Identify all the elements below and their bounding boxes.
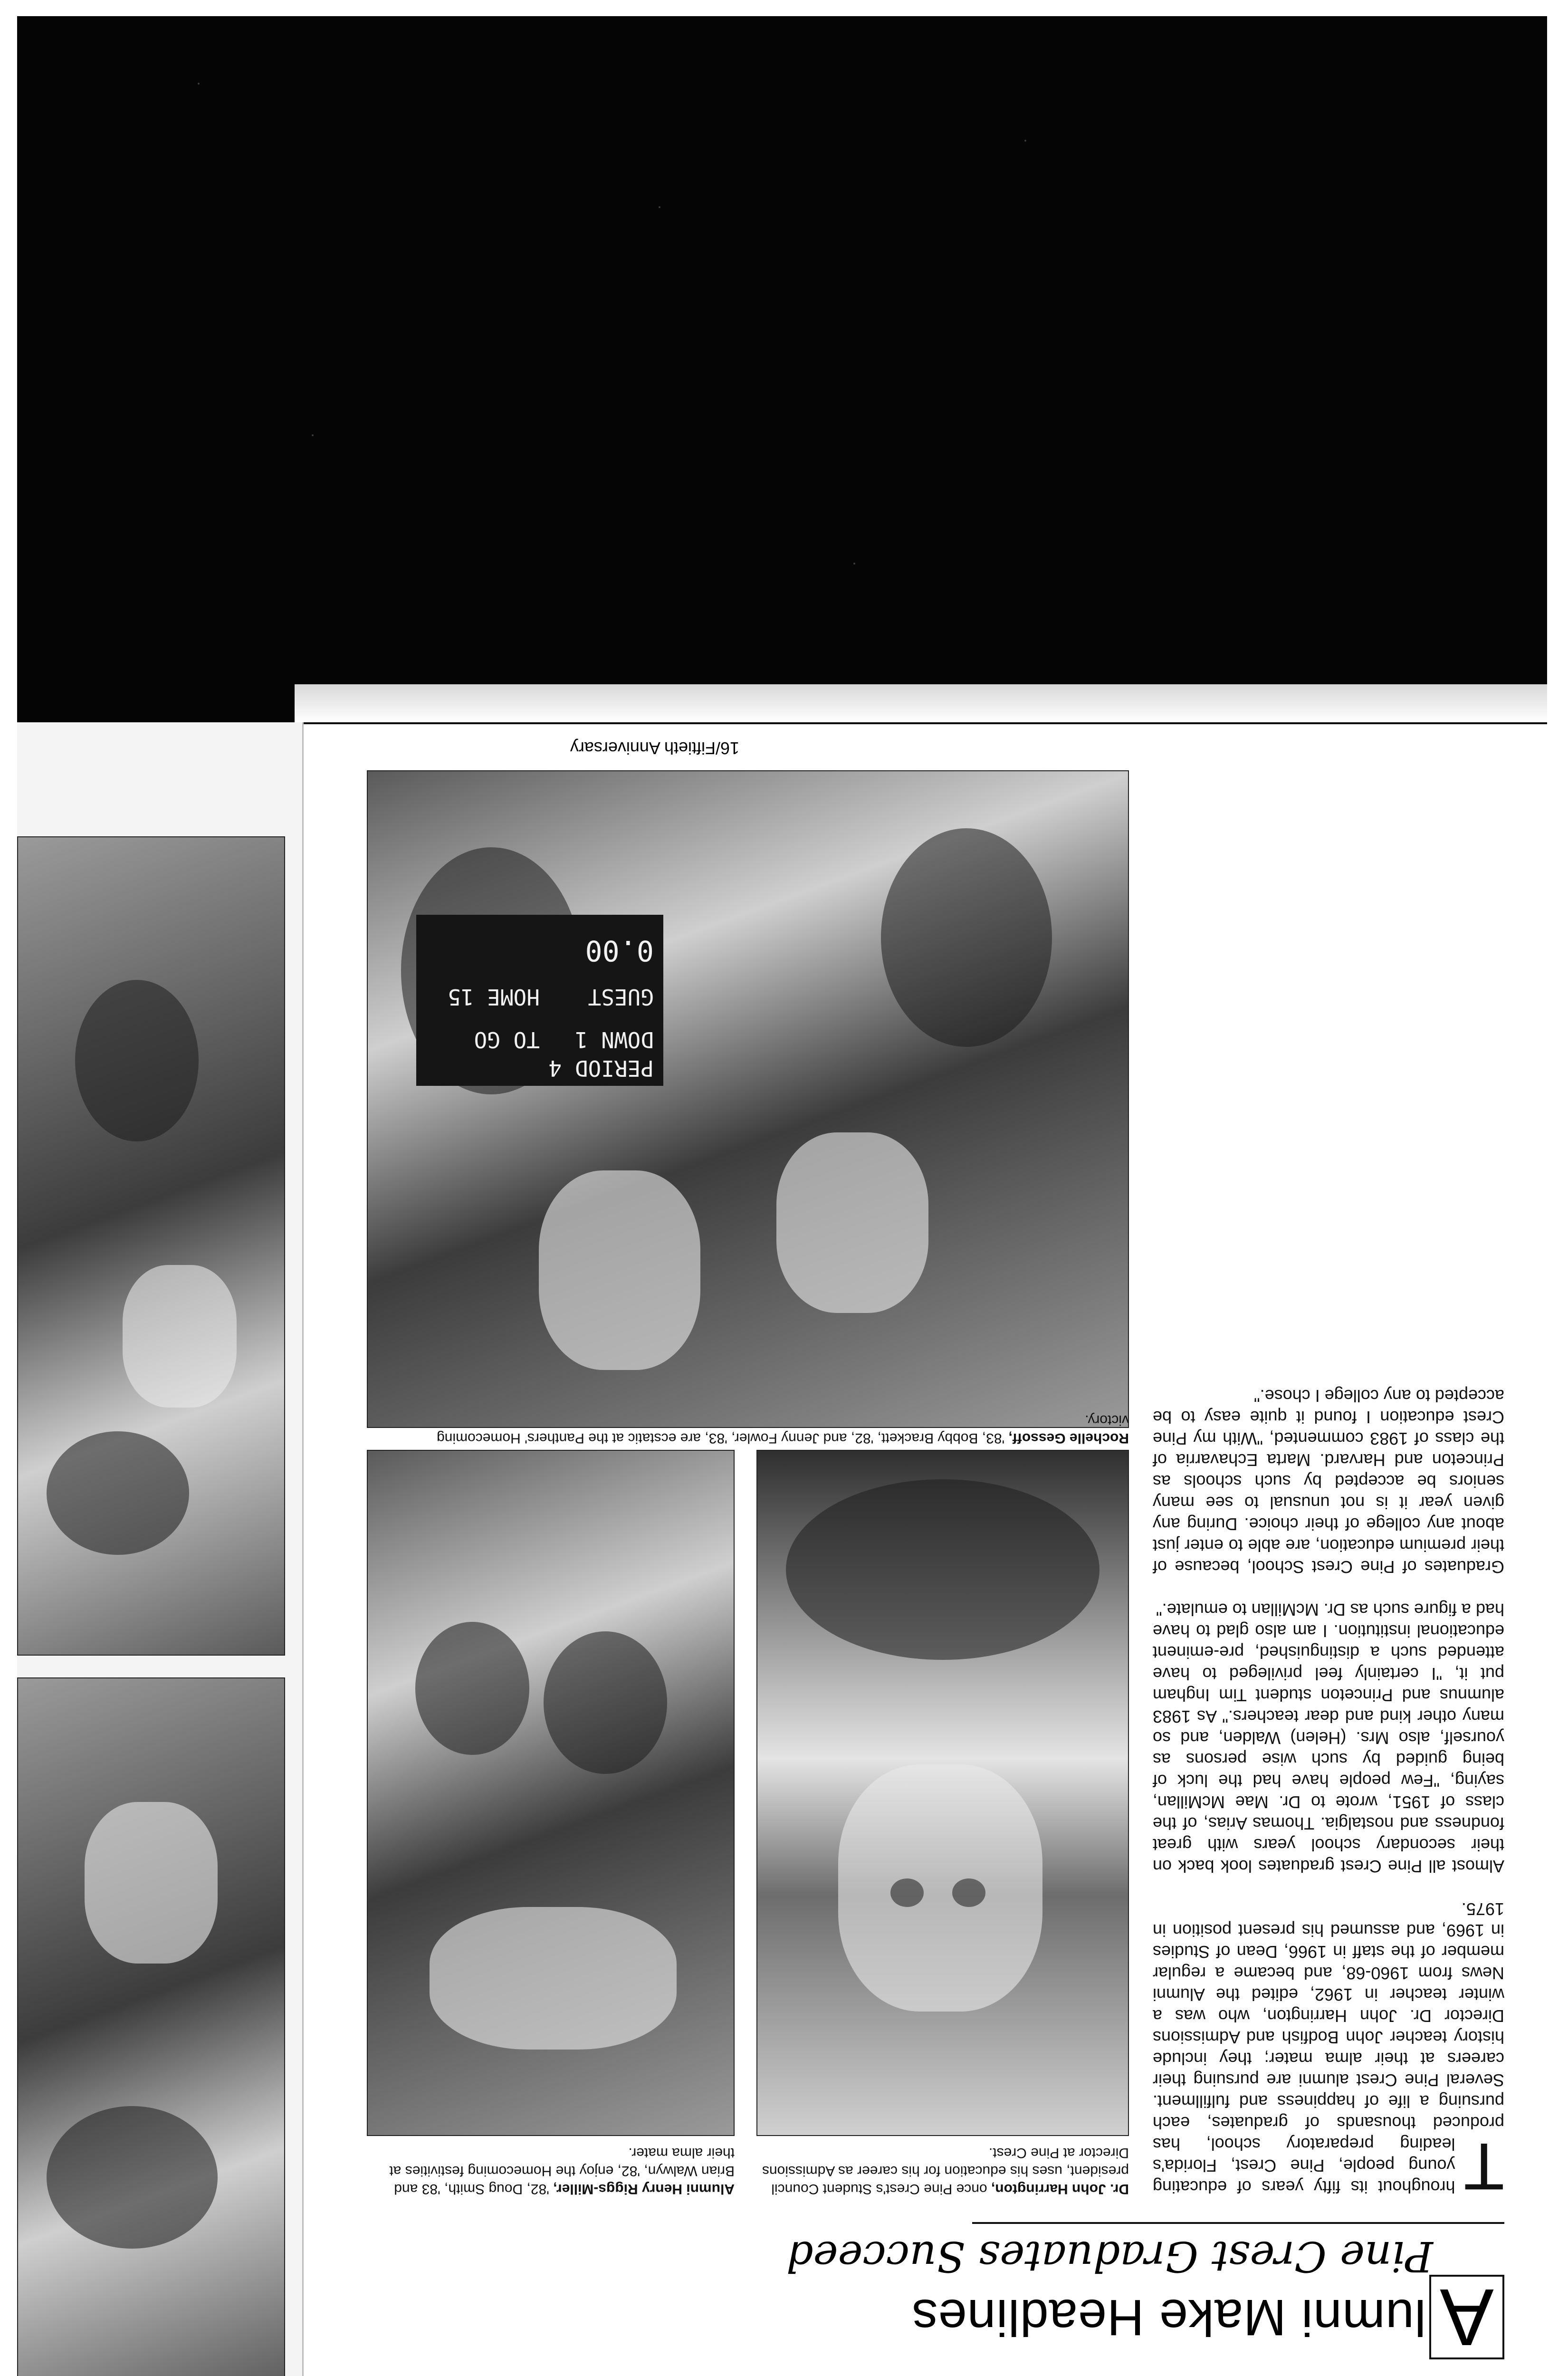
headline-subtitle bbox=[786, 2232, 1433, 2281]
caption-harrington-text: once Pine Crest's Student Council president, uses his education for his career as Admissions Director at Pine Crest. bbox=[762, 2145, 1129, 2197]
caption-harrington-name: Dr. John Harrington, bbox=[991, 2181, 1129, 2197]
photo-homecoming-victory bbox=[367, 770, 1129, 1428]
page-edge-shadow bbox=[295, 684, 1547, 722]
photo-harrington bbox=[756, 1450, 1129, 2136]
facing-page-strip bbox=[17, 722, 304, 2376]
caption-harrington bbox=[758, 2144, 1129, 2198]
page-folio-text: 16/Fiftieth Anniversary bbox=[570, 738, 739, 758]
article-paragraph-1 bbox=[1153, 1898, 1504, 2204]
caption-victory-text: '83, Bobby Brackett, '82, and Jenny Fowler, '83, are ecstatic at the Panthers' Homecoming victory. bbox=[437, 1412, 1129, 1446]
scoreboard-row: HOME 15 bbox=[448, 984, 540, 1010]
photo-homecoming-festivities bbox=[367, 1450, 735, 2136]
article-body bbox=[1153, 1385, 1504, 2204]
article-paragraph-2 bbox=[1153, 1599, 1504, 1877]
scoreboard-row: PERIOD 4 bbox=[548, 1055, 654, 1081]
scoreboard bbox=[416, 915, 663, 1086]
caption-festivities-name: Alumni Henry Riggs-Miller, bbox=[553, 2181, 735, 2197]
headline-subtitle-text: Pine Crest Graduates Succeed bbox=[786, 2232, 1433, 2281]
scoreboard-row: GUEST bbox=[588, 984, 654, 1010]
scanner-lid-area bbox=[17, 16, 1547, 724]
headline-title bbox=[912, 2288, 1426, 2347]
article-paragraph-1-text: hroughout its fifty years of educating young people, Pine Crest, Florida's leading preparatory school, has produced thousands of graduates, each pursuing a life of happiness and fulfillment. Several Pine Crest alumni are pursuing their careers at their alma mater; they include history teacher John Bodfish and Admissions Director Dr. John Harrington, who was a winter teacher in 1962, edited the Alumni News from 1960-68, and became a regular member of the staff in 1966, Dean of Studies in 1969, and assumed his present position in 1975. bbox=[1153, 1899, 1504, 2197]
caption-homecoming-victory-text bbox=[416, 1411, 1129, 1447]
headline-title-text: lumni Make Headlines bbox=[911, 2289, 1426, 2347]
caption-victory-name: Rochelle Gessoff, bbox=[1008, 1430, 1129, 1446]
caption-homecoming-festivities bbox=[373, 2144, 735, 2198]
headline-initial-box bbox=[1429, 2272, 1504, 2362]
caption-festivities-text: '82, Doug Smith, '83 and Brian Walwyn, '82, enjoy the Homecoming festivities at their alma mater. bbox=[389, 2145, 735, 2197]
headline-initial: A bbox=[1440, 2272, 1494, 2362]
page-folio bbox=[570, 738, 739, 758]
facing-page-photo-top bbox=[17, 836, 285, 1656]
magazine-page bbox=[304, 722, 1547, 2376]
article-dropcap: T bbox=[1463, 2129, 1504, 2204]
article-paragraph-3-text: Graduates of Pine Crest School, because of their premium education, are able to enter just about any college of their choice. During any given year it is not unusual to see many seniors be accepted by such schools as Princeton and Harvard. Marta Echavarria of the class of 1983 commented, "With my Pine Crest education I found it quite easy to be accepted to any college I chose." bbox=[1153, 1386, 1504, 1577]
scoreboard-row: 0.00 bbox=[585, 934, 654, 967]
headline-underline bbox=[972, 2222, 1504, 2224]
article-paragraph-3 bbox=[1153, 1385, 1504, 1578]
scoreboard-row: DOWN 1 bbox=[574, 1027, 654, 1053]
facing-page-photo-bottom bbox=[17, 1677, 285, 2376]
article-paragraph-2-text: Almost all Pine Crest graduates look back on their secondary school years with great fondness and nostalgia. Thomas Arias, of the class of 1951, wrote to Dr. Mae McMillan, saying, "Few people have had the luck of being guided by such wise persons as yourself, also Mrs. (Helen) Walden, and so many other kind and dear teachers." As 1983 alumnus and Princeton student Tim Ingham put it, "I certainly feel privileged to have attended such a distinguished, pre-eminent educational institution. I am also glad to have had a figure such as Dr. McMillan to emulate." bbox=[1153, 1600, 1504, 1876]
scoreboard-row: TO GO bbox=[474, 1027, 540, 1053]
